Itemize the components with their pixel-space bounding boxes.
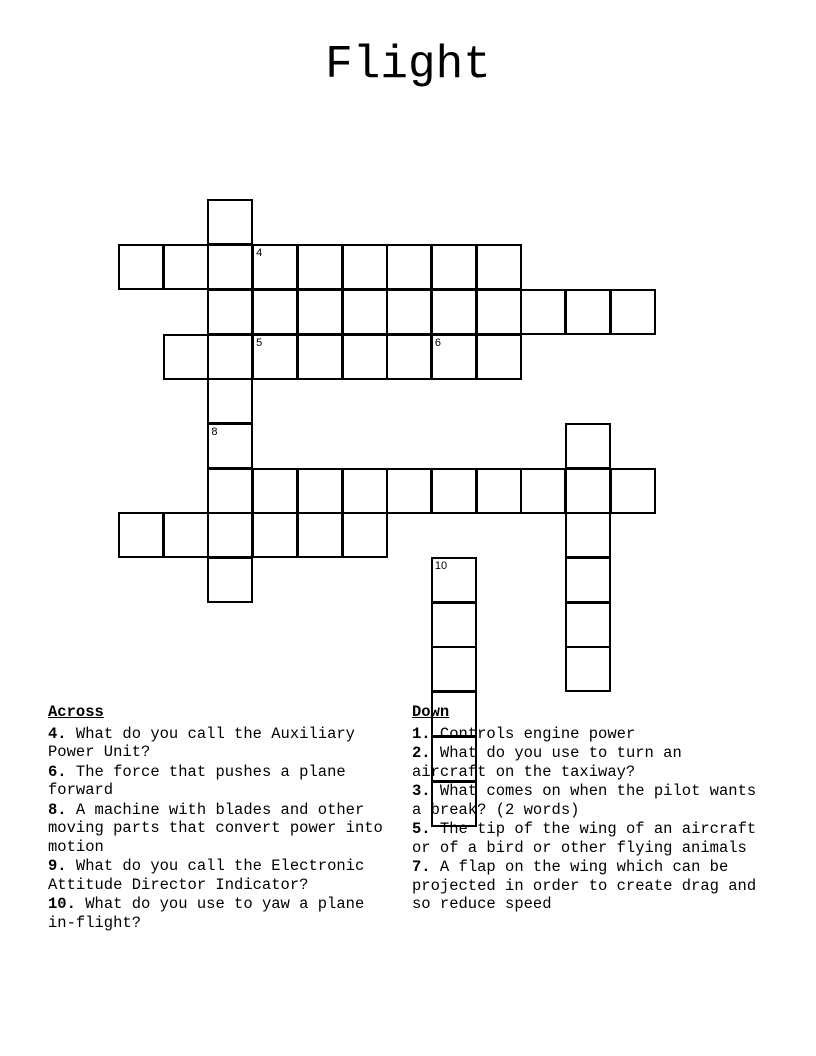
- grid-cell[interactable]: [207, 423, 253, 469]
- across-clue-4: 4. What do you call the Auxiliary Power Unit?: [48, 724, 355, 761]
- grid-cell[interactable]: [476, 244, 522, 290]
- grid-cell[interactable]: [565, 423, 611, 469]
- grid-cell[interactable]: [520, 289, 566, 335]
- grid-cell[interactable]: [342, 512, 388, 558]
- clue-number: 6: [434, 336, 442, 349]
- clue-number: 5: [256, 336, 263, 349]
- grid-cell[interactable]: [252, 512, 298, 558]
- across-clue-10: 10. What do you use to yaw a plane in-flight?: [48, 895, 365, 932]
- grid-cell[interactable]: [252, 334, 298, 380]
- across-heading: Across: [48, 703, 104, 721]
- down-clue-2: 2. What do you use to turn an aircraft on the taxiway?: [412, 744, 682, 781]
- grid-cell[interactable]: [118, 512, 164, 558]
- grid-cell[interactable]: [431, 602, 477, 648]
- grid-cell[interactable]: [476, 468, 522, 514]
- grid-cell[interactable]: [207, 557, 253, 603]
- grid-cell[interactable]: [565, 646, 611, 692]
- grid-cell[interactable]: [431, 646, 477, 692]
- grid-cell[interactable]: [520, 468, 566, 514]
- grid-cell[interactable]: [297, 468, 343, 514]
- grid-cell[interactable]: [207, 289, 253, 335]
- grid-cell[interactable]: [297, 334, 343, 380]
- grid-cell[interactable]: [386, 334, 432, 380]
- grid-cell[interactable]: [342, 468, 388, 514]
- grid-cell[interactable]: [610, 468, 656, 514]
- grid-cell[interactable]: [476, 289, 522, 335]
- grid-cell[interactable]: [431, 557, 477, 603]
- grid-cell[interactable]: [207, 199, 253, 245]
- down-clue-7: 7. A flap on the wing which can be projected in order to create drag and so reduce speed: [412, 858, 757, 913]
- across-clue-8: 8. A machine with blades and other moving parts that convert power into motion: [48, 800, 383, 856]
- clue-number: 4: [256, 247, 263, 260]
- grid-cell[interactable]: [565, 468, 611, 514]
- grid-cell[interactable]: [565, 557, 611, 603]
- across-clue-6: 6. The force that pushes a plane forward: [48, 762, 346, 799]
- across-clues: [48, 703, 398, 933]
- grid-cell[interactable]: [207, 468, 253, 514]
- grid-cell[interactable]: [431, 244, 477, 290]
- grid-cell[interactable]: [207, 512, 253, 558]
- grid-cell[interactable]: [163, 512, 209, 558]
- grid-cell[interactable]: [297, 289, 343, 335]
- grid-cell[interactable]: [342, 334, 388, 380]
- grid-cell[interactable]: [386, 468, 432, 514]
- down-clues: [412, 703, 762, 915]
- grid-cell[interactable]: [431, 334, 477, 380]
- clue-number: 10: [434, 560, 448, 572]
- down-clue-5: 5. The tip of the wing of an aircraft or of a bird or other flying animals: [412, 820, 757, 857]
- grid-cell[interactable]: [118, 244, 164, 290]
- grid-cell[interactable]: [610, 289, 656, 335]
- grid-cell[interactable]: [431, 289, 477, 335]
- grid-cell[interactable]: [565, 602, 611, 648]
- grid-cell[interactable]: [476, 334, 522, 380]
- grid-cell[interactable]: [565, 512, 611, 558]
- grid-cell[interactable]: [297, 512, 343, 558]
- puzzle-title: Flight: [325, 39, 491, 91]
- grid-cell[interactable]: [252, 244, 298, 290]
- grid-cell[interactable]: [252, 289, 298, 335]
- grid-cell[interactable]: [386, 244, 432, 290]
- grid-cell[interactable]: [163, 244, 209, 290]
- across-clue-9: 9. What do you call the Electronic Attitude Director Indicator?: [48, 857, 365, 894]
- grid-cell[interactable]: [297, 244, 343, 290]
- grid-cell[interactable]: [207, 334, 253, 380]
- down-heading: Down: [412, 703, 450, 721]
- down-clue-1: 1. Controls engine power: [412, 724, 636, 743]
- grid-cell[interactable]: [163, 334, 209, 380]
- grid-cell[interactable]: [565, 289, 611, 335]
- clue-number: 8: [211, 425, 218, 438]
- grid-cell[interactable]: [342, 289, 388, 335]
- down-clue-3: 3. What comes on when the pilot wants a break? (2 words): [412, 782, 757, 819]
- grid-cell[interactable]: [207, 378, 253, 424]
- grid-cell[interactable]: [207, 244, 253, 290]
- grid-cell[interactable]: [431, 468, 477, 514]
- grid-cell[interactable]: [252, 468, 298, 514]
- grid-cell[interactable]: [386, 289, 432, 335]
- grid-cell[interactable]: [342, 244, 388, 290]
